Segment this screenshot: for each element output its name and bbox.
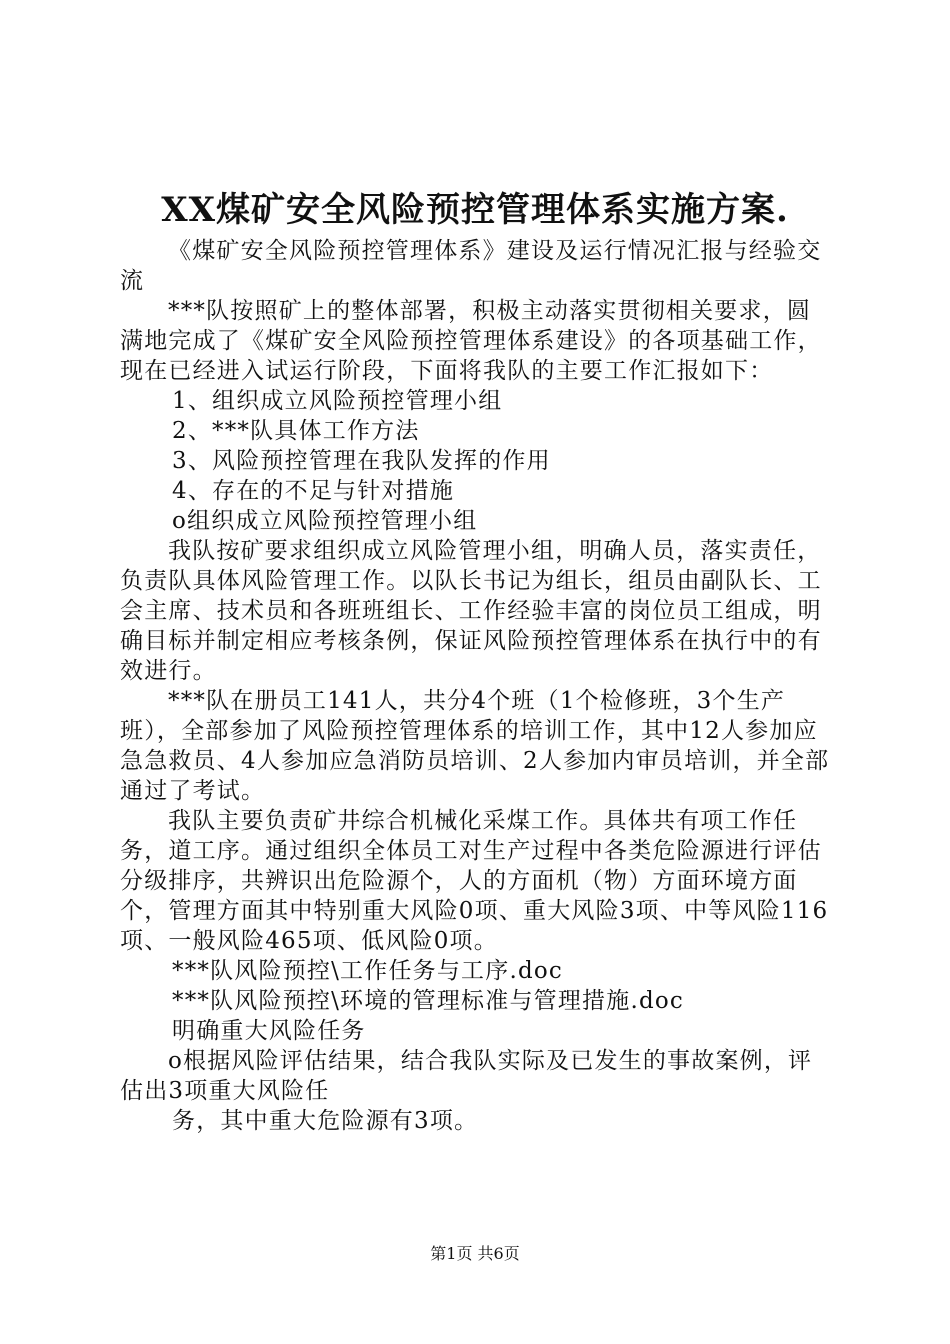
section-heading: o组织成立风险预控管理小组 — [172, 508, 478, 534]
list-item: 1、组织成立风险预控管理小组 — [172, 388, 503, 414]
file-reference: ***队风险预控\环境的管理标准与管理措施.doc — [172, 988, 685, 1014]
paragraph-risk-assessment: 我队主要负责矿井综合机械化采煤工作。具体共有项工作任务，道工序。通过组织全体员工对生产过程中各类危险源进行评估分级排序，共辨识出危险源个，人的方面机（物）方面环境方面个，管理方面其中特别重大风险0项、重大风险3项、中等风险116项、一般风险465项、低风险0项。 — [120, 808, 829, 954]
file-reference: ***队风险预控\工作任务与工序.doc — [172, 958, 564, 984]
paragraph-staff-training: ***队在册员工141人，共分4个班（1个检修班，3个生产班），全部参加了风险预控管理体系的培训工作，其中12人参加应急急救员、4人参加应急消防员培训、2人参加内审员培训，并全部通过了考试。 — [120, 688, 830, 804]
page-footer: 第1页 共6页 — [430, 1244, 520, 1263]
list-item: 3、风险预控管理在我队发挥的作用 — [172, 448, 551, 474]
paragraph-major-risk: o根据风险评估结果，结合我队实际及已发生的事故案例，评估出3项重大风险任 — [120, 1048, 813, 1104]
paragraph-subtitle: 《煤矿安全风险预控管理体系》建设及运行情况汇报与经验交流 — [120, 238, 822, 294]
list-item: 2、***队具体工作方法 — [172, 418, 420, 444]
paragraph-intro: ***队按照矿上的整体部署，积极主动落实贯彻相关要求，圆满地完成了《煤矿安全风险预控管理体系建设》的各项基础工作，现在已经进入试运行阶段，下面将我队的主要工作汇报如下： — [120, 298, 822, 384]
paragraph-major-risk-cont: 务，其中重大危险源有3项。 — [172, 1108, 479, 1134]
list-item: 4、存在的不足与针对措施 — [172, 478, 455, 504]
document-body — [120, 236, 830, 1136]
paragraph-group-setup: 我队按矿要求组织成立风险管理小组，明确人员，落实责任，负责队具体风险管理工作。以队长书记为组长，组员由副队长、工会主席、技术员和各班班组长、工作经验丰富的岗位员工组成，明确目标并制定相应考核条例，保证风险预控管理体系在执行中的有效进行。 — [120, 538, 822, 684]
document-title: XX煤矿安全风险预控管理体系实施方案. — [161, 190, 789, 230]
section-heading: 明确重大风险任务 — [172, 1018, 366, 1044]
